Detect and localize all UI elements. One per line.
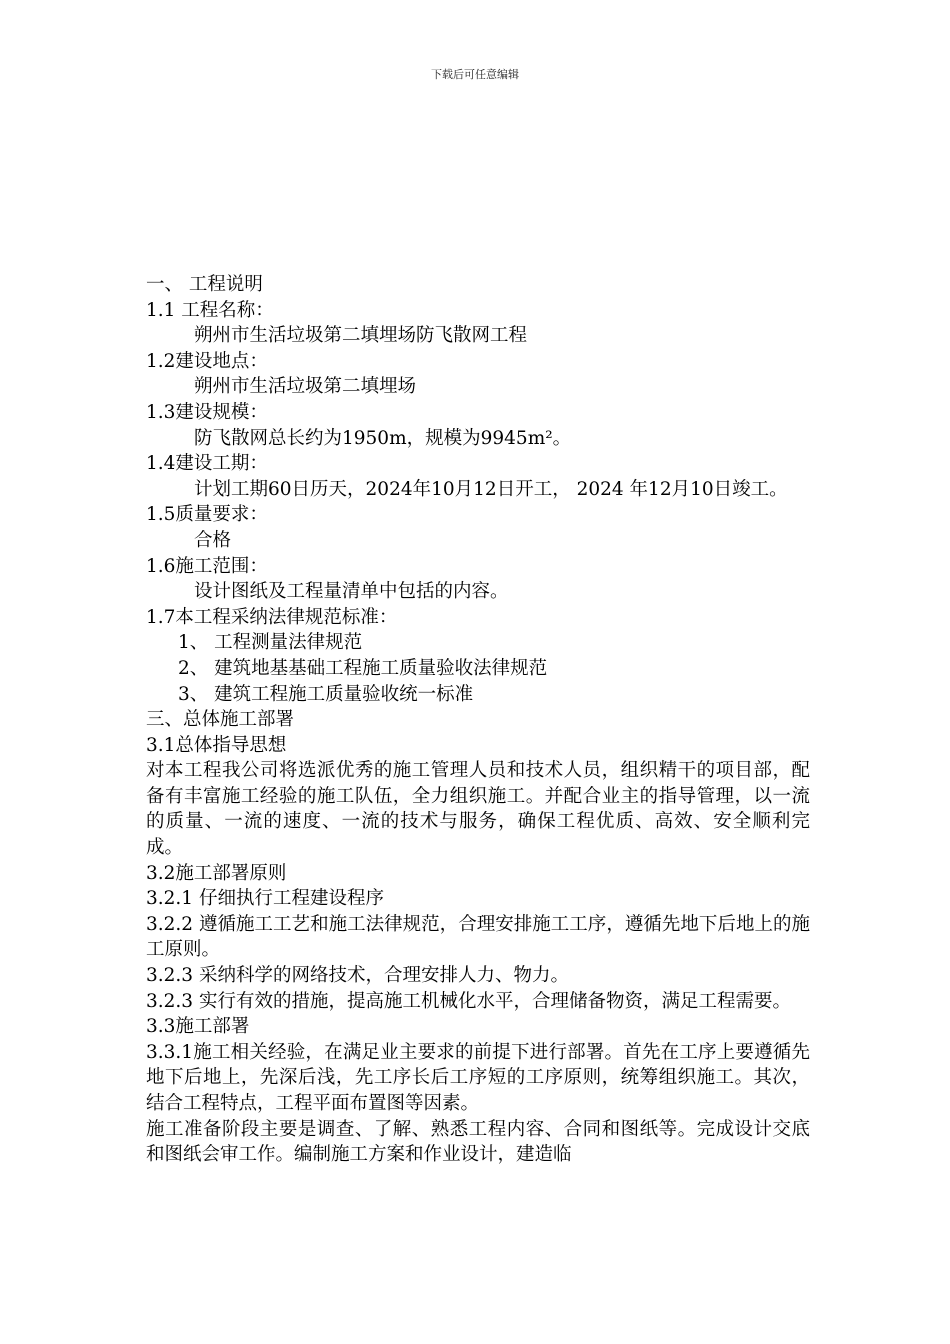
document-line: 1.3建设规模： xyxy=(146,401,268,423)
page-header: 下载后可任意编辑 xyxy=(431,68,519,81)
document-line: 3、 建筑工程施工质量验收统一标准 xyxy=(178,683,474,705)
document-line: 合格 xyxy=(194,529,232,551)
document-line: 设计图纸及工程量清单中包括的内容。 xyxy=(194,581,509,603)
document-line: 3.3.1施工相关经验，在满足业主要求的前提下进行部署。首先在工序上要遵循先地下后地上，先深后浅，先工序长后工序短的工序原则，统筹组织施工。其次，结合工程特点，工程平面布置图等因素。 xyxy=(146,1041,810,1114)
document-line: 2、 建筑地基基础工程施工质量验收法律规范 xyxy=(178,657,548,679)
document-line: 三、总体施工部署 xyxy=(146,709,295,731)
document-line: 3.2施工部署原则 xyxy=(146,862,287,884)
document-body xyxy=(146,272,810,1168)
document-line: 1.7本工程采纳法律规范标准： xyxy=(146,606,398,628)
document-line: 对本工程我公司将选派优秀的施工管理人员和技术人员，组织精干的项目部，配备有丰富施工经验的施工队伍，全力组织施工。并配合业主的指导管理，以一流的质量、一流的速度、一流的技术与服务，确保工程优质、高效、安全顺利完成。 xyxy=(146,760,810,859)
document-line: 防飞散网总长约为1950m，规模为9945m²。 xyxy=(194,427,572,449)
document-line: 3.3施工部署 xyxy=(146,1016,250,1038)
document-line: 朔州市生活垃圾第二填埋场防飞散网工程 xyxy=(194,325,528,347)
document-line: 朔州市生活垃圾第二填埋场 xyxy=(194,376,417,398)
document-line: 一、 工程说明 xyxy=(146,274,263,295)
document-line: 3.2.1 仔细执行工程建设程序 xyxy=(146,888,384,910)
document-line: 计划工期60日历天，2024年10月12日开工， 2024 年12月10日竣工。 xyxy=(194,478,788,500)
document-line: 3.2.3 实行有效的措施，提高施工机械化水平，合理储备物资，满足工程需要。 xyxy=(146,990,791,1012)
document-line: 1.4建设工期： xyxy=(146,453,268,475)
document-line: 1.5质量要求： xyxy=(146,504,268,526)
document-line: 1.2建设地点： xyxy=(146,350,268,372)
document-line: 1、 工程测量法律规范 xyxy=(178,632,363,654)
document-line: 1.6施工范围： xyxy=(146,555,268,577)
document-line: 3.1总体指导思想 xyxy=(146,734,287,756)
document-line: 3.2.2 遵循施工工艺和施工法律规范，合理安排施工工序，遵循先地下后地上的施工原则。 xyxy=(146,913,810,961)
document-line: 1.1 工程名称： xyxy=(146,299,274,321)
document-line: 施工准备阶段主要是调查、了解、熟悉工程内容、合同和图纸等。完成设计交底和图纸会审工作。编制施工方案和作业设计，建造临 xyxy=(146,1118,810,1166)
document-line: 3.2.3 采纳科学的网络技术，合理安排人力、物力。 xyxy=(146,965,569,987)
